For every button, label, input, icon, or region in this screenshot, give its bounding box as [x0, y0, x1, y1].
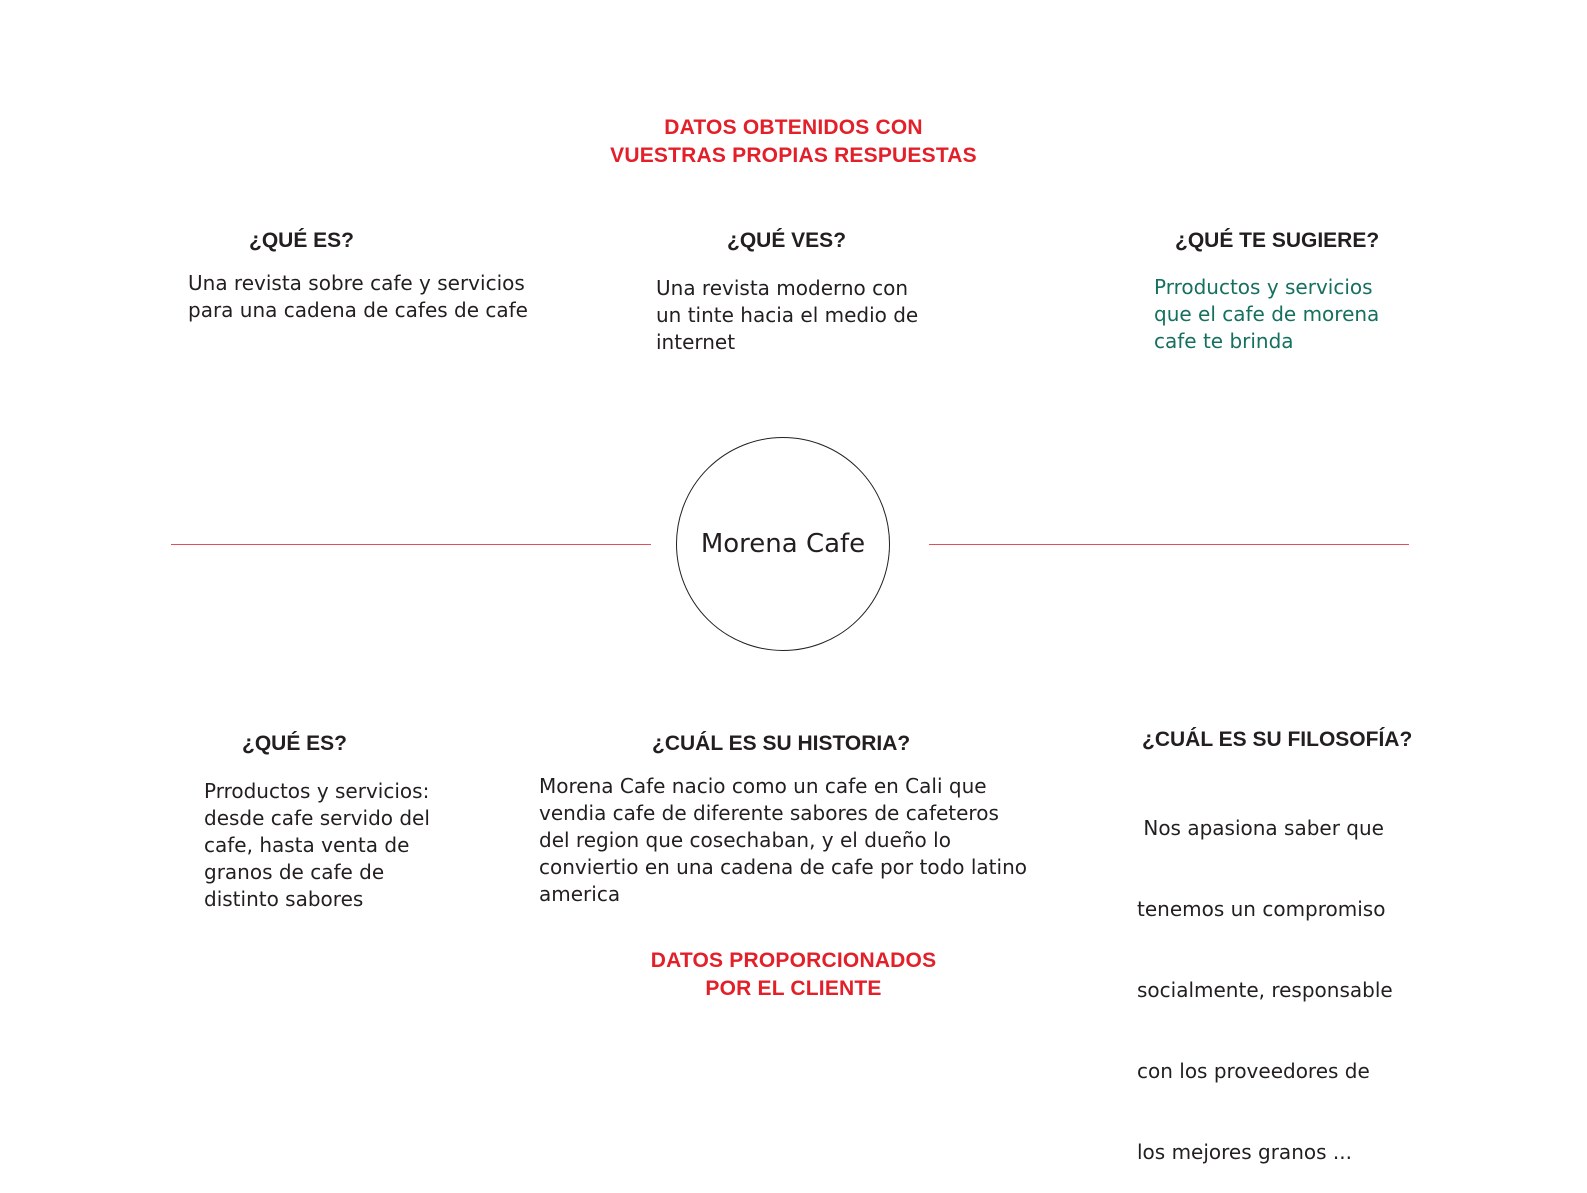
answer-line: cafe, hasta venta de [204, 833, 410, 857]
left-connector-line [171, 544, 651, 545]
bottom-philosophy-question: ¿CUÁL ES SU FILOSOFÍA? [1142, 728, 1413, 751]
answer-line: los mejores granos ... [1137, 1140, 1352, 1164]
answer-line: Una revista moderno con [656, 276, 909, 300]
top-section-heading [0, 114, 1587, 170]
top-what-suggests-question: ¿QUÉ TE SUGIERE? [1175, 229, 1380, 252]
right-connector-line [929, 544, 1409, 545]
top-what-is-question: ¿QUÉ ES? [249, 229, 355, 252]
top-what-suggests-answer [1154, 274, 1379, 355]
answer-line: Prroductos y servicios [1154, 275, 1373, 299]
top-heading-line-1: DATOS OBTENIDOS CON [664, 116, 923, 139]
center-brand-label: Morena Cafe [700, 529, 866, 559]
answer-line: cafe te brinda [1154, 329, 1294, 353]
bottom-heading-line-1: DATOS PROPORCIONADOS [650, 949, 937, 972]
top-what-is-answer [188, 270, 528, 324]
top-what-you-see-question: ¿QUÉ VES? [727, 229, 847, 252]
answer-line: para una cadena de cafes de cafe [188, 298, 528, 322]
answer-line: desde cafe servido del [204, 806, 430, 830]
center-circle [676, 437, 890, 651]
bottom-section-heading [0, 947, 1587, 1003]
answer-line: vendia cafe de diferente sabores de cafeteros [539, 801, 999, 825]
top-heading-line-2: VUESTRAS PROPIAS RESPUESTAS [610, 144, 977, 167]
top-what-you-see-answer [656, 275, 918, 356]
answer-line: Una revista sobre cafe y servicios [188, 271, 525, 295]
answer-line: conviertio en una cadena de cafe por todo latino [539, 855, 1027, 879]
answer-line: Prroductos y servicios: [204, 779, 430, 803]
answer-line: del region que cosechaban, y el dueño lo [539, 828, 951, 852]
answer-line: Nos apasiona saber que [1137, 816, 1384, 840]
answer-line: distinto sabores [204, 887, 364, 911]
bottom-what-is-question: ¿QUÉ ES? [242, 732, 348, 755]
answer-line: america [539, 882, 621, 906]
answer-line: internet [656, 330, 736, 354]
bottom-history-question: ¿CUÁL ES SU HISTORIA? [652, 732, 911, 755]
answer-line: un tinte hacia el medio de [656, 303, 919, 327]
answer-line: que el cafe de morena [1154, 302, 1380, 326]
bottom-what-is-answer [204, 778, 430, 913]
answer-line: socialmente, responsable [1137, 978, 1393, 1002]
answer-line: Morena Cafe nacio como un cafe en Cali que [539, 774, 987, 798]
bottom-history-answer [539, 773, 1027, 908]
bottom-heading-line-2: POR EL CLIENTE [705, 977, 882, 1000]
answer-line: tenemos un compromiso [1137, 897, 1386, 921]
answer-line: granos de cafe de [204, 860, 385, 884]
answer-line: con los proveedores de [1137, 1059, 1370, 1083]
